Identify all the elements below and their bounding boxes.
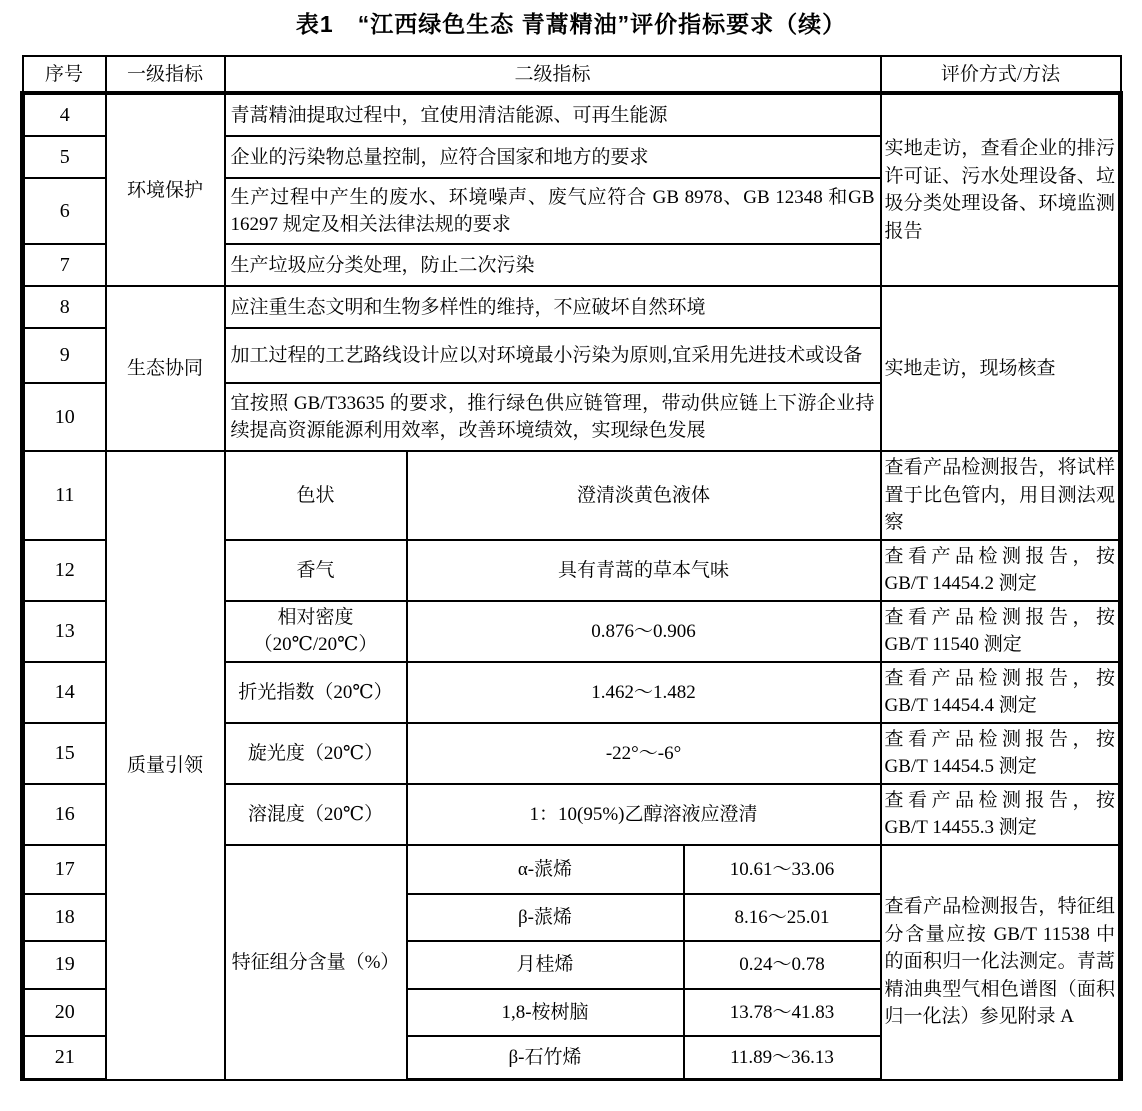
row10-requirement: 宜按照 GB/T33635 的要求，推行绿色供应链管理，带动供应链上下游企业持续提高资源能源利用效率，改善环境绩效，实现绿色发展 [225,383,881,451]
row16-property: 溶混度（20℃） [225,784,407,845]
row19-no: 19 [23,941,106,989]
row4-requirement: 青蒿精油提取过程中，宜使用清洁能源、可再生能源 [225,93,881,136]
evaluation-indicator-table [20,55,1123,1081]
row9-requirement: 加工过程的工艺路线设计应以对环境最小污染为原则,宜采用先进技术或设备 [225,328,881,383]
row17-value: 10.61～33.06 [684,845,881,894]
header-no: 序号 [23,56,106,93]
row8-requirement: 应注重生态文明和生物多样性的维持，不应破坏自然环境 [225,286,881,328]
row16-value: 1：10(95%)乙醇溶液应澄清 [407,784,881,845]
row16-no: 16 [23,784,106,845]
method-env: 实地走访，查看企业的排污许可证、污水处理设备、垃圾分类处理设备、环境监测报告 [881,93,1121,286]
row17-no: 17 [23,845,106,894]
row14-no: 14 [23,662,106,723]
row17-component: α-蒎烯 [407,845,684,894]
method-components: 查看产品检测报告，特征组分含量应按 GB/T 11538 中的面积归一化法测定。青蒿精油典型气相色谱图（面积归一化法）参见附录 A [881,845,1121,1080]
table-header-row [23,56,1121,93]
row14-property: 折光指数（20℃） [225,662,407,723]
row19-component: 月桂烯 [407,941,684,989]
row12-value: 具有青蒿的草本气味 [407,540,881,601]
row21-no: 21 [23,1036,106,1080]
row15-no: 15 [23,723,106,784]
header-evaluation-method: 评价方式/方法 [881,56,1121,93]
group-quality-label: 质量引领 [106,451,225,1080]
row4-no: 4 [23,93,106,136]
row16-method: 查看产品检测报告，按GB/T 14455.3 测定 [881,784,1121,845]
row15-property: 旋光度（20℃） [225,723,407,784]
row5-requirement: 企业的污染物总量控制，应符合国家和地方的要求 [225,136,881,178]
row14-value: 1.462～1.482 [407,662,881,723]
row6-no: 6 [23,178,106,244]
row20-component: 1,8-桉树脑 [407,989,684,1036]
row13-method: 查看产品检测报告，按GB/T 11540 测定 [881,601,1121,662]
row18-no: 18 [23,894,106,941]
row14-method: 查看产品检测报告，按GB/T 14454.4 测定 [881,662,1121,723]
row19-value: 0.24～0.78 [684,941,881,989]
row11-method: 查看产品检测报告，将试样置于比色管内，用目测法观察 [881,451,1121,540]
row6-requirement: 生产过程中产生的废水、环境噪声、废气应符合 GB 8978、GB 12348 和GB 16297 规定及相关法律法规的要求 [225,178,881,244]
table-row [23,286,1121,328]
row7-no: 7 [23,244,106,286]
table-row [23,451,1121,540]
row18-component: β-蒎烯 [407,894,684,941]
row11-property: 色状 [225,451,407,540]
row11-value: 澄清淡黄色液体 [407,451,881,540]
row13-property: 相对密度（20℃/20℃） [225,601,407,662]
group-env-label: 环境保护 [106,93,225,286]
header-secondary-indicator: 二级指标 [225,56,881,93]
row21-component: β-石竹烯 [407,1036,684,1080]
header-primary-indicator: 一级指标 [106,56,225,93]
row20-no: 20 [23,989,106,1036]
row9-no: 9 [23,328,106,383]
row10-no: 10 [23,383,106,451]
group-eco-label: 生态协同 [106,286,225,451]
row12-method: 查看产品检测报告，按GB/T 14454.2 测定 [881,540,1121,601]
table-title: 表1 “江西绿色生态 青蒿精油”评价指标要求（续） [295,11,847,37]
row5-no: 5 [23,136,106,178]
row20-value: 13.78～41.83 [684,989,881,1036]
row15-value: -22°～-6° [407,723,881,784]
method-eco: 实地走访，现场核查 [881,286,1121,451]
row12-property: 香气 [225,540,407,601]
table-row [23,93,1121,136]
group-components-label: 特征组分含量（%） [225,845,407,1080]
row15-method: 查看产品检测报告，按GB/T 14454.5 测定 [881,723,1121,784]
row18-value: 8.16～25.01 [684,894,881,941]
row13-value: 0.876～0.906 [407,601,881,662]
row7-requirement: 生产垃圾应分类处理，防止二次污染 [225,244,881,286]
row11-no: 11 [23,451,106,540]
row13-no: 13 [23,601,106,662]
row8-no: 8 [23,286,106,328]
row21-value: 11.89～36.13 [684,1036,881,1080]
row12-no: 12 [23,540,106,601]
